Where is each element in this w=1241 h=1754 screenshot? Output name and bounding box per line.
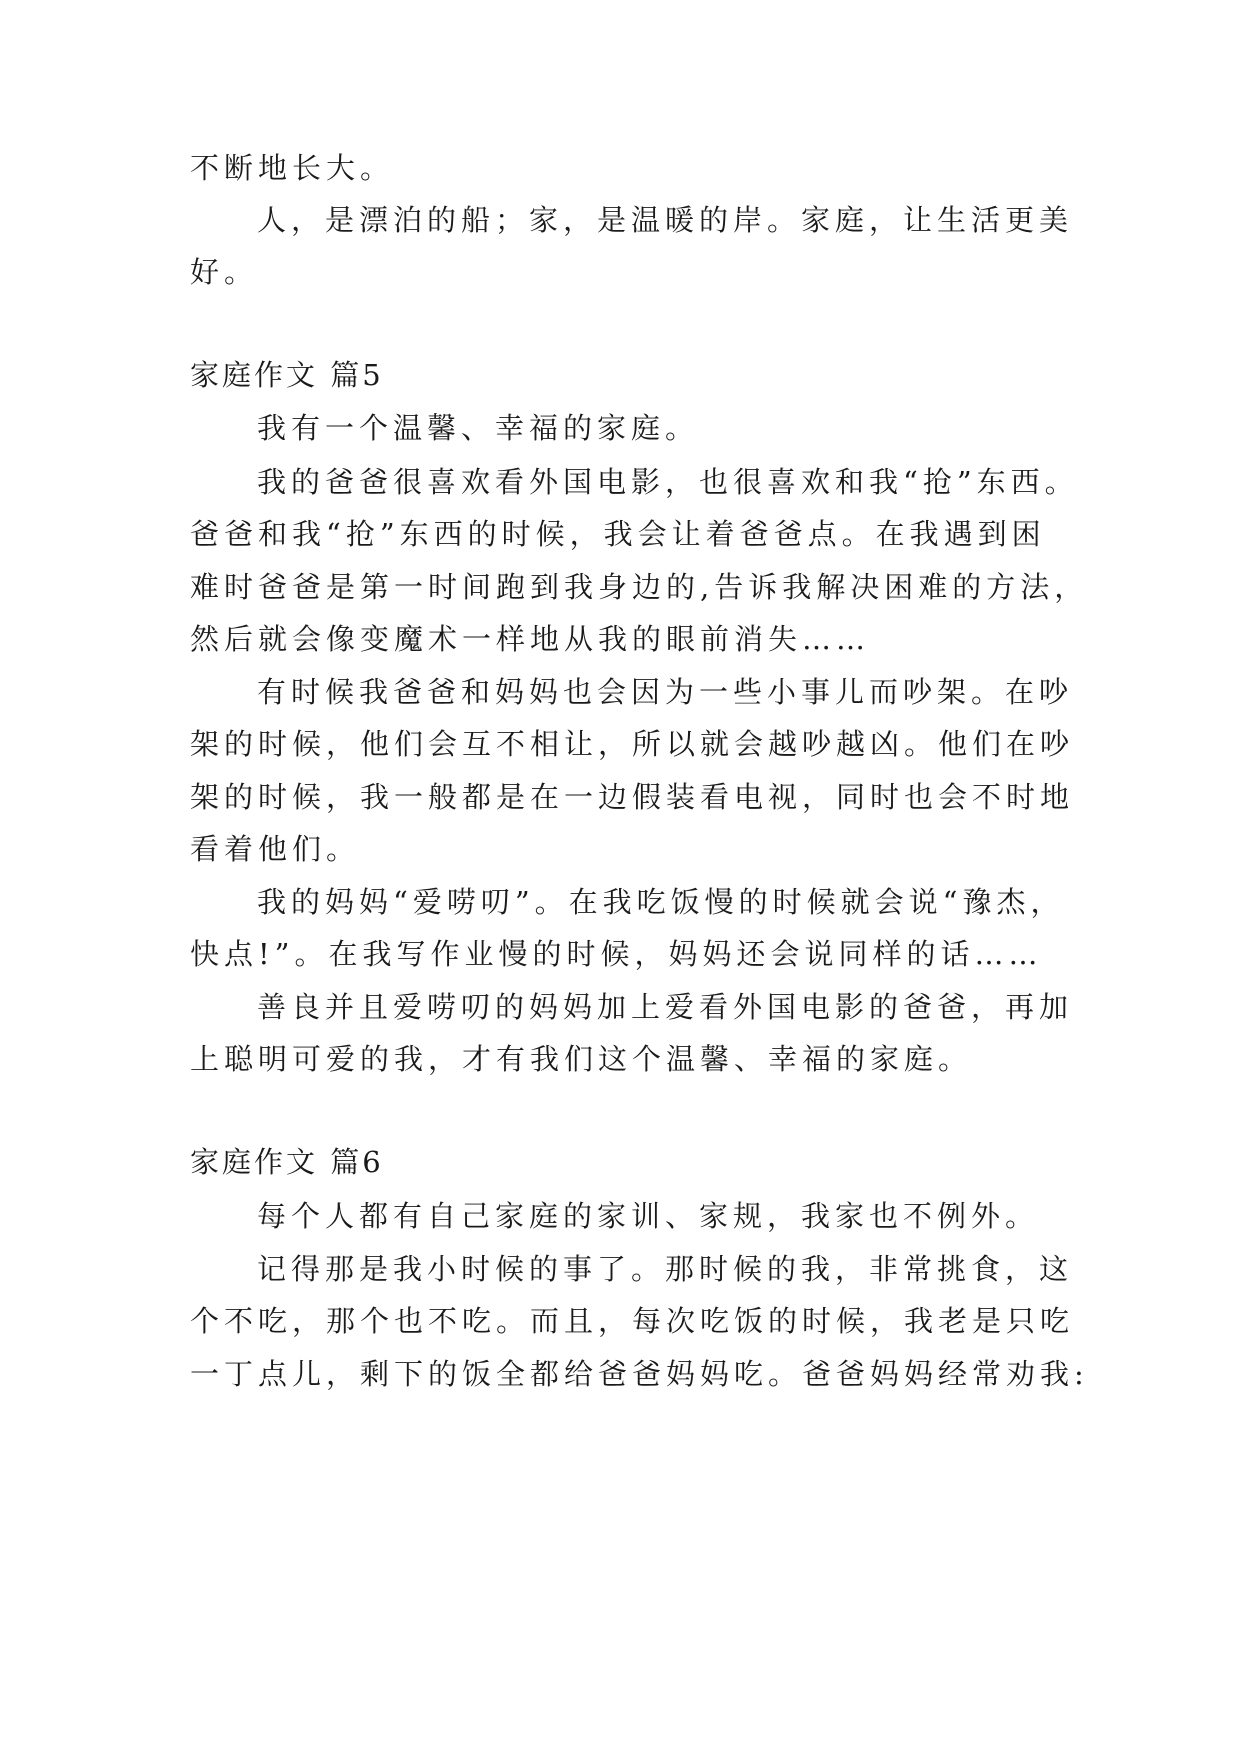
text-line: 架的时候，我一般都是在一边假装看电视，同时也会不时地: [190, 780, 1075, 814]
paragraph-line: 有时候我爸爸和妈妈也会因为一些小事儿而吵架。在吵: [257, 675, 1074, 709]
text-line: 快点!”。在我写作业慢的时候，妈妈还会说同样的话……: [190, 937, 1043, 971]
text-line: 难时爸爸是第一时间跑到我身边的,告诉我解决困难的方法，: [190, 570, 1089, 604]
text-line: 爸爸和我“抢”东西的时候，我会让着爸爸点。在我遇到困: [190, 517, 1046, 551]
paragraph-line: 人，是漂泊的船；家，是温暖的岸。家庭，让生活更美: [257, 203, 1074, 237]
text-line: 个不吃，那个也不吃。而且，每次吃饭的时候，我老是只吃: [190, 1304, 1075, 1338]
text-line: 好。: [190, 255, 259, 289]
text-line: 看着他们。: [190, 832, 361, 866]
text-line: 架的时候，他们会互不相让，所以就会越吵越凶。他们在吵: [190, 727, 1075, 761]
paragraph-line: 我的妈妈“爱唠叨”。在我吃饭慢的时候就会说“豫杰，: [257, 885, 1065, 919]
text-line: 上聪明可爱的我，才有我们这个温馨、幸福的家庭。: [190, 1042, 973, 1076]
text-line: 然后就会像变魔术一样地从我的眼前消失……: [190, 622, 871, 656]
paragraph-line: 每个人都有自己家庭的家训、家规，我家也不例外。: [257, 1199, 1040, 1233]
section-heading: 家庭作文 篇6: [190, 1145, 384, 1179]
paragraph-line: 记得那是我小时候的事了。那时候的我，非常挑食，这: [257, 1252, 1074, 1286]
text-line: 不断地长大。: [190, 151, 395, 185]
section-heading: 家庭作文 篇5: [190, 358, 384, 392]
text-line: 一丁点儿，剩下的饭全都给爸爸妈妈吃。爸爸妈妈经常劝我:: [190, 1357, 1089, 1391]
paragraph-line: 我的爸爸很喜欢看外国电影，也很喜欢和我“抢”东西。: [257, 465, 1079, 499]
paragraph-line: 善良并且爱唠叨的妈妈加上爱看外国电影的爸爸，再加: [257, 990, 1074, 1024]
paragraph-line: 我有一个温馨、幸福的家庭。: [257, 411, 700, 445]
